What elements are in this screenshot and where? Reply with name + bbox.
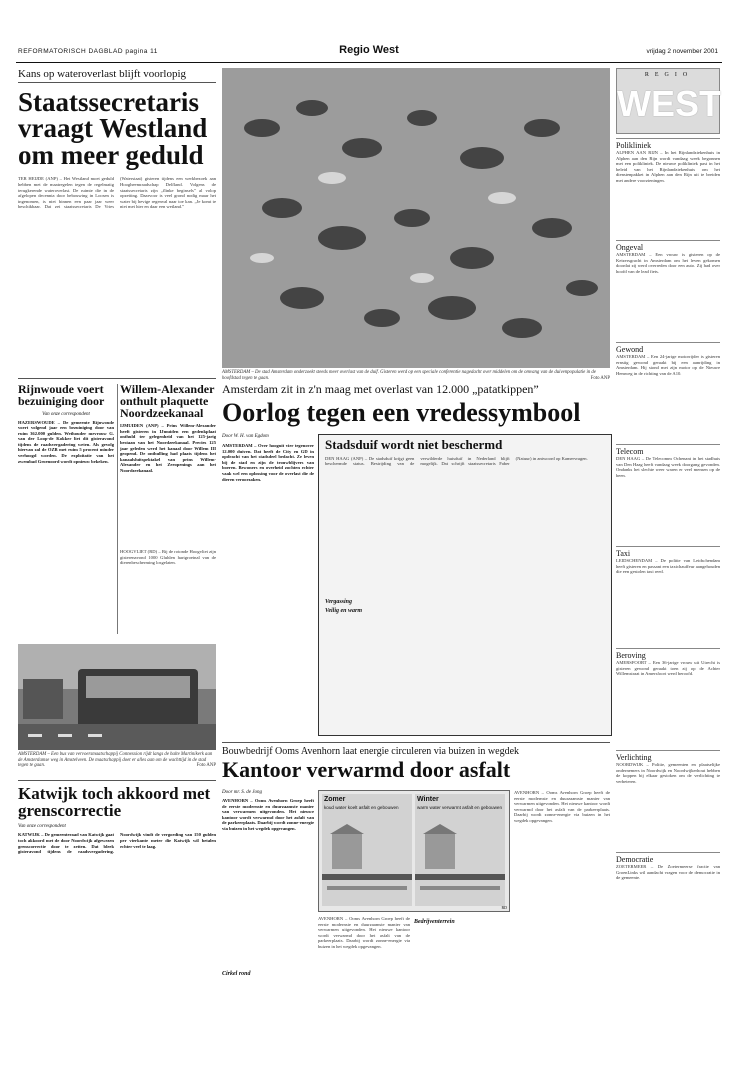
sidebar-news-item [616,342,720,440]
sidebar-news-title: Gewond [616,342,720,354]
subhead-vergassing: Vergassing [325,598,353,605]
article-headline: Stadsduif wordt niet beschermd [325,437,503,452]
article-kicker: Bouwbedrijf Ooms Avenhorn laat energie circuleren via buizen in wegdek [222,746,520,757]
logo-top-text: REGIO [644,72,694,78]
article-headline: Kantoor verwarmd door asfalt [222,757,511,782]
regio-west-logo [616,68,720,134]
article-body: IJMUIDEN (ANP) – Prins Willem-Alexander heeft gisteren in IJmuiden een gedenkplaat onthuld ter gelegenheid van het 125-jarig bestaan van het Noordzeekanaal. Precies 125 jaar geleden werd het kanaal door Willem III geopend. De onthulling had plaats tijdens het kanaalsluitspektakel van prins Willem-Alexander en het Zeeopenings aan het Noordzeekanaal. [120,423,216,473]
subhead-cirkel-rond: Cirkel rond [222,971,251,977]
sidebar-news-item [616,546,720,644]
article-kantoor-body [222,790,314,1050]
diagram-summer-panel [322,794,412,906]
diagram-summer-title: Zomer [324,796,346,803]
sidebar-news-text: ZOETERMEER – De Zoetermeerse fractie van GroenLinks wil aandacht vragen voor de democratie in de gemeente. [616,864,720,881]
pigeons-photo [222,68,610,368]
sidebar-news-title: Polikliniek [616,138,720,150]
article-byline: Van onze correspondent [42,411,90,417]
caption-text: AMSTERDAM – Een bus van vervoersmaatschappij Connexxion rijdt langs de halte Martinikerk aan de Amsterdamse weg in Amstelveen. De maatschappij doet er alles aan om de wachttijd in de stad tegen te gaan. [18,752,213,769]
header-date: vrijdag 2 november 2001 [646,48,718,55]
article-body: KATWIJK – De gemeenteraad van Katwijk gaat toch akkoord met de door Noordwijk afgewezen grenscorrectie door te zetten. Dat bleek gisteravond tijdens de raadsvergadering. Noordwijk vindt de vergoeding van 150 gulden per vierkante meter die Katwijk wil betalen echter veel te laag. [18,832,216,855]
article-willem-alexander [120,384,216,634]
news-brief: HOOGVLIET (RD) – Bij de rotonde Hoogvliet zijn gisterenavond 1000 Gluhlen hartgroeinal van de dierenbescherming losgelaten. [120,549,216,566]
sidebar-news-text: NOORDWIJK – Politie, gemeenten en plaatselijke ondernemers in Noordwijk en Noordwijkerhout hebben de koppen bij elkaar gestoken om de verlichting te verbeteren. [616,762,720,784]
sidebar-news-text: DEN HAAG – De Telecomm Ochenant in het stadhuis van Den Haag heeft vandaag week doorgang gevonden. Ondanks het slechte weer waren er veel mensen op de been. [616,456,720,478]
article-staatssecretaris [18,68,216,348]
sidebar-news-title: Taxi [616,546,720,558]
article-body: AMSTERDAM – Over hooguit vier tegenover 12.000 duiven. Dat heeft de City en GD in opdracht van het stadsdeel bedacht. Ze leven bij de stad en zijn de trouwblijvers van boeren. Bewoners en overheid zochten echter vaak wel een oplossing voor de overlast die de dieren veroorzaken. [222,443,314,482]
header-left: REFORMATORISCH DAGBLAD pagina 11 [18,48,158,55]
bus-photo-caption [18,752,216,769]
subhead-veilig: Veilig en warm [325,607,363,614]
sidebar-news-title: Beroving [616,648,720,660]
diagram-winter-text: warm water verwarmt asfalt en gebouwen [417,805,503,810]
newspaper-page [16,38,722,1056]
sidebar-news-item [616,240,720,338]
page-header [16,38,722,63]
logo-big-text: WEST [617,83,721,124]
sidebar-news-item [616,750,720,848]
asphalt-heating-diagram [318,790,510,912]
article-oorlog-body [222,434,314,734]
article-body: TER HEIJDE (ANP) – Het Westland moet geduld hebben met de maatregelen tegen de regelmatig terugkerende wateroverlast. De ruimte die in de afgelopen decennia door bebouwing in Loosen is ingenomen, is niet binnen een paar jaar weer beschikbaar. Dat zei staatssecretaris De Vries (Waterstaat) gisteren tijdens een werkbezoek aan Hoogheemraadschap Delfland. Volgens de staatssecretaris zijn „flinke beginsels” al volop opzetting. Daarvoor is veel grond nodig maar het water bij hevige regenval naar toe kan. „Je komt te niet met hier en daar een wetland.” [18,176,216,210]
diagram-credit: RD [501,905,507,910]
bus-photo [18,644,216,750]
sidebar-news-title: Verlichting [616,750,720,762]
header-section-title: Regio West [339,44,399,56]
diagram-winter-title: Winter [417,796,439,803]
caption-text: AMSTERDAM – De stad Amsterdam onderzoekt steeds meer overlast van de duif. Gisteren werd op een speciale conferentie nagedacht over middelen om de omvang van de duivenpopulatie in de hoofdstad tegen te gaan. [222,370,596,381]
article-kantoor-col2: AVENHORN – Ooms Avenhorn Groep heeft de eerste modernste en duurzaamste manier van verwarmen uitgevonden. Het nieuwe kantoor wordt verwarmd door het asfalt van de parkeerplaats. Daarbij wordt zonne-energie via buizen in het wegdek opgevangen. [318,916,410,949]
article-kicker: Kans op wateroverlast blijft voorlopig [18,68,216,83]
sidebar-news-text: LEIDSCHENDAM – De politie van Leidschendam heeft gisteren en passant een taxichauffeur aangehouden die een gestolen taxi reed. [616,558,720,575]
article-headline: Rijnwoude voert bezuiniging door [18,382,105,408]
divider [117,384,118,634]
sidebar-news-item [616,852,720,950]
article-oorlog [222,382,610,425]
sidebar-news-item [616,648,720,746]
divider [18,378,216,379]
diagram-summer-graphic [322,824,412,904]
article-kantoor-col3 [414,916,508,1052]
sidebar-news-title: Ongeval [616,240,720,252]
subhead-bedrijventerrein: Bedrijventerrein [414,919,455,925]
sidebar-news-title: Telecom [616,444,720,456]
diagram-summer-text: koud water koelt asfalt en gebouwen [324,805,399,810]
sidebar-news-text: AMSTERDAM – Een vrouw is gisteren op de Keizersgracht in Amsterdam om het leven gekomen doordat zij werd overreden door een auto. Zij had over hoofd van de lead fiets. [616,252,720,274]
sidebar-regio-west [616,68,720,1053]
sidebar-news-text: ALPHEN AAN RIJN – In het Rijnlandziekenhuis in Alphen aan den Rijn wordt vandaag week begonnen met een polikliniek. De nieuwe polikliniek past in het beleid van het Rijnlandziekenhuis om het dienstenpakket in Alphen aan den Rijn uit te breiden met andere voorzieningen. [616,150,720,183]
diagram-winter-panel [415,794,505,906]
sidebar-news-item [616,444,720,542]
bus-image [18,644,216,750]
article-byline: Door W. H. van Egdom [222,434,269,439]
sidebar-news-title: Democratie [616,852,720,864]
diagram-winter-graphic [415,824,505,904]
sidebar-news-item [616,138,720,236]
divider [222,742,610,743]
article-body: AVENHORN – Ooms Avenhorn Groep heeft de eerste modernste en duurzaamste manier van verwarmen uitgevonden. Het nieuwe kantoor wordt verwarmd door het asfalt van de parkeerplaats. Daarbij wordt zonne-energie via buizen in het wegdek opgevangen. [222,798,314,831]
article-byline: Van onze correspondent [18,824,66,830]
article-body: DEN HAAG (ANP) – De stadsduif krijgt geen beschermde status. Bestrijding van de verwilderde huisduif in Nederland blijft mogelijk. Dat schrijft staatssecretaris Faber (Natuur) in antwoord op Kamervragen. [325,455,588,467]
photo-credit: Foto ANP [590,375,610,381]
pigeons-photo-caption [222,370,610,381]
article-headline: Katwijk toch akkoord met grenscorrectie [18,784,211,820]
article-stadsduif-box [318,434,612,736]
photo-credit: Foto ANP [196,763,216,769]
article-kicker: Amsterdam zit in z'n maag met overlast van 12.000 „patatkippen” [222,382,539,396]
sidebar-news-text: AMSTERDAM – Een 24-jarige motorrijder is gisteren ernstig gewond geraakt bij een aanrijding in Amsterdam. Hij stond met zijn motor op de Nieuwe Hemweg in de richting van de A10. [616,354,720,376]
sidebar-news-text: AMERSFOORT – Een 36-jarige vrouw uit Utrecht is gisteren gewond geraakt toen zij op de Achter Willemstraat in Amersfoort werd beroofd. [616,660,720,677]
pigeons-image [222,68,610,368]
article-headline: Willem-Alexander onthult plaquette Noordzeekanaal [120,382,215,420]
article-kantoor [222,746,610,781]
article-kantoor-col4: AVENHORN – Ooms Avenhorn Groep heeft de eerste modernste en duurzaamste manier van verwarmen uitgevonden. Het nieuwe kantoor wordt verwarmd door het asfalt van de parkeerplaats. Daarbij wordt zonne-energie via buizen in het wegdek opgevangen. [514,790,610,823]
article-headline: Oorlog tegen een vredessymbool [222,398,581,427]
article-headline: Staatssecretaris vraagt Westland om meer geduld [18,87,208,170]
article-rijnwoude [18,384,114,644]
sidebar-news-list [616,138,720,950]
article-byline: Door mr. S. de Jong [222,790,262,795]
article-body: HAZERSWOUDE – De gemeente Rijnwoude voert volgend jaar een bezuiniging door van ruim 362.000 gulden. Wethouder mevrouw G. van der Loop-de Kokker liet dit gisteravond tijdens de raadsvergadering weten. Als gevolg hiervan zal de OZB met ruim 5 procent minder verhoogd worden. De exploitatie van het zwembad Groenoord wordt opnieuw bekeken. [18,419,114,464]
divider [18,780,216,781]
article-katwijk [18,786,216,1054]
